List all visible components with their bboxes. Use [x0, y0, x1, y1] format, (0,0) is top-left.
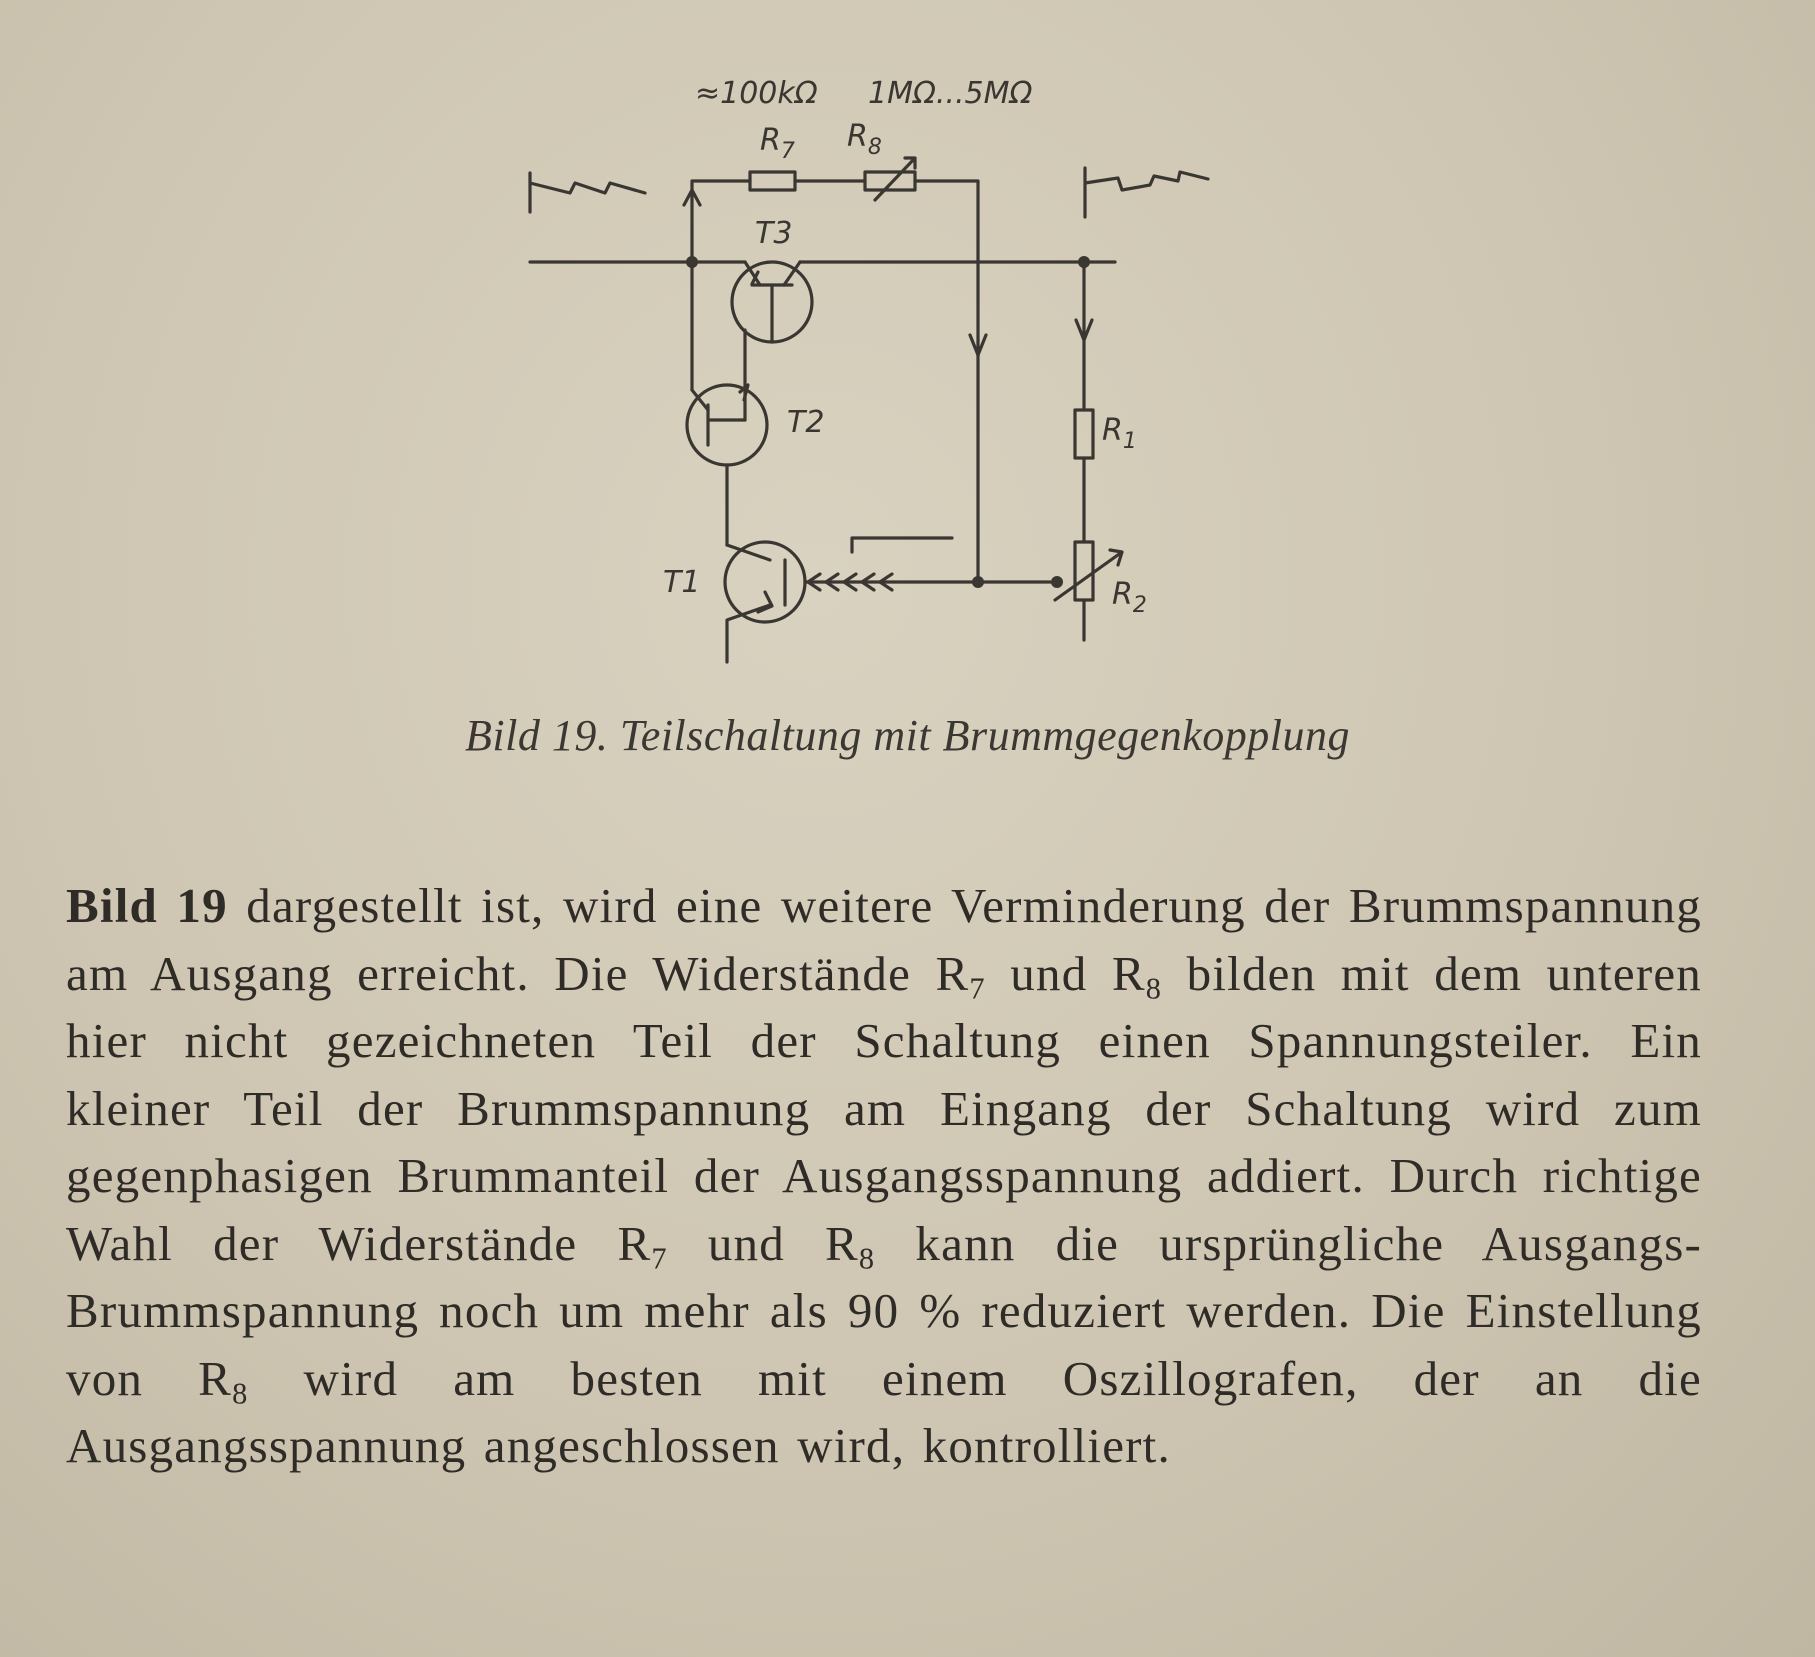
- feedback-branch: [684, 181, 986, 580]
- junction-dot: [972, 576, 984, 588]
- transistor-t1: [725, 538, 978, 662]
- t1-label: T1: [663, 565, 701, 600]
- potentiometer-r8: [865, 158, 915, 200]
- body-paragraph: Bild 19 dargestellt ist, wird eine weitere Verminderung der Brummspannung am Ausgang erreicht. Die Widerstände $R_7$ und $R_8$ bilden mit dem unteren hier nicht gezeichneten Teil der Schaltung einen Spannungsteiler. Ein kleiner Teil der Brummspannung am Eingang der Schaltung wird zum gegenphasigen Brummanteil der Ausgangsspannung addiert. Durch richtige Wahl der Widerstände $R_7$ und $R_8$ kann die ursprüngliche Ausgangs-Brummspannung noch um mehr als 90 % reduziert werden. Die Einstellung von $R_8$ wird am besten mit einem Oszillografen, der an die Ausgangsspannung angeschlossen wird, kontrolliert.: [66, 878, 1703, 1473]
- r1-label: $R_1$: [1102, 413, 1137, 454]
- junction-dot: [1078, 256, 1090, 268]
- figure-reference: Bild 19: [66, 878, 228, 933]
- input-ripple-waveform: [530, 173, 645, 212]
- r8-label: $R_8$: [847, 119, 882, 160]
- t3-label: T3: [755, 216, 793, 251]
- r7-label: $R_7$: [760, 123, 795, 164]
- r7-value-label: ≈100kΩ: [695, 76, 818, 111]
- r8-value-label: 1MΩ...5MΩ: [868, 76, 1033, 111]
- junction-dot: [1051, 576, 1063, 588]
- transistor-t2: [687, 385, 767, 545]
- resistor-r1: [1075, 410, 1093, 458]
- figure-caption: Bild 19. Teilschaltung mit Brummgegenkopplung: [465, 711, 1350, 760]
- r2-label: $R_2$: [1112, 577, 1147, 618]
- junction-dot: [686, 256, 698, 268]
- circuit-diagram: [0, 0, 1815, 720]
- resistor-r7: [750, 172, 795, 190]
- t2-label: T2: [787, 405, 825, 440]
- output-ripple-waveform: [1085, 168, 1208, 217]
